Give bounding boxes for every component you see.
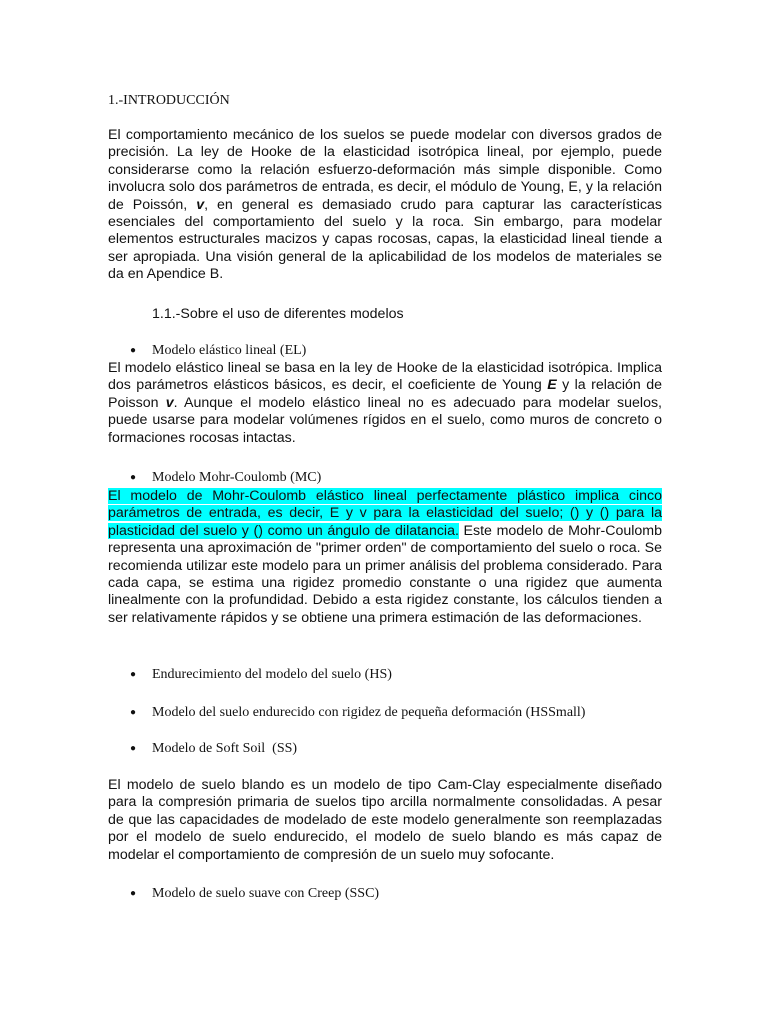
bullet-hs xyxy=(130,666,392,684)
bullet-hssmall-label: Modelo del suelo endurecido con rigidez de pequeña deformación (HSSmall) xyxy=(152,705,586,720)
bullet-dot-icon: ● xyxy=(130,669,137,680)
bullet-dot-icon: ● xyxy=(130,707,137,718)
bullet-dot-icon: ● xyxy=(130,743,137,754)
bullet-mc-label: Modelo Mohr-Coulomb (MC) xyxy=(152,470,322,485)
bullet-ssc xyxy=(130,885,379,903)
bullet-el-label: Modelo elástico lineal (EL) xyxy=(152,343,307,358)
intro-text-1: El comportamiento mecánico de los suelos se puede modelar con diversos grados de precisión. La ley de Hooke de la elasticidad isotrópica lineal, por ejemplo, puede considerarse como la relación esfuerzo-deformación más simple disponible. Como involucra solo dos parámetros de entrada, es decir, el módulo de Young, E, y la relación de Poissón, xyxy=(108,127,662,213)
bullet-dot-icon: ● xyxy=(130,472,137,483)
section-heading: 1.-INTRODUCCIÓN xyxy=(108,93,230,108)
bullet-hssmall xyxy=(130,704,585,722)
mc-paragraph xyxy=(108,488,662,627)
el-text-2: y la relación de Poisson xyxy=(108,377,662,411)
bullet-ss-label: Modelo de Soft Soil (SS) xyxy=(152,741,298,756)
el-e-symbol: E xyxy=(547,377,557,394)
bullet-dot-icon: ● xyxy=(130,888,137,899)
el-text-1: El modelo elástico lineal se basa en la ley de Hooke de la elasticidad isotrópica. Implica dos parámetros elásticos básicos, es decir, el coeficiente de Young xyxy=(108,360,662,394)
mc-highlighted-text: El modelo de Mohr-Coulomb elástico lineal perfectamente plástico implica cinco parámetros de entrada, es decir, E y v para la elasticidad del suelo; () y () para la plasticidad del suelo y () como un ángulo de dilatancia. xyxy=(108,488,662,539)
bullet-el xyxy=(130,342,306,360)
intro-paragraph xyxy=(108,127,662,284)
subsection-heading: 1.1.-Sobre el uso de diferentes modelos xyxy=(152,306,404,322)
intro-text-2: , en general es demasiado crudo para capturar las características esenciales del comportamiento del suelo y la roca. Sin embargo, para modelar elementos estructurales macizos y capas rocosas, capas, la elasticidad lineal tiende a ser apropiada. Una visión general de la aplicabilidad de los modelos de materiales se da en Apendice B. xyxy=(108,196,662,283)
el-text-3: . Aunque el modelo elástico lineal no es adecuado para modelar suelos, puede usarse para modelar volúmenes rígidos en el suelo, como muros de concreto o formaciones rocosas intactas. xyxy=(108,394,662,446)
intro-nu-symbol: v xyxy=(196,196,205,213)
bullet-ssc-label: Modelo de suelo suave con Creep (SSC) xyxy=(152,886,380,901)
bullet-hs-label: Endurecimiento del modelo del suelo (HS) xyxy=(152,667,392,682)
bullet-ss xyxy=(130,740,297,758)
el-nu-symbol: v xyxy=(165,394,174,411)
bullet-dot-icon: ● xyxy=(130,345,137,356)
bullet-mc xyxy=(130,469,321,487)
el-paragraph xyxy=(108,360,662,447)
ss-paragraph: El modelo de suelo blando es un modelo de tipo Cam-Clay especialmente diseñado para la compresión primaria de suelos tipo arcilla normalmente consolidadas. A pesar de que las capacidades de modelado de este modelo generalmente son reemplazadas por el modelo de suelo endurecido, el modelo de suelo blando es más capaz de modelar el comportamiento de compresión de un suelo muy sofocante. xyxy=(108,777,662,863)
mc-text: Este modelo de Mohr-Coulomb representa una aproximación de "primer orden" de comportamiento del suelo o roca. Se recomienda utilizar este modelo para un primer análisis del problema considerado. Para cada capa, se estima una rigidez promedio constante o una rigidez que aumenta linealmente con la profundidad. Debido a esta rigidez constante, los cálculos tienden a ser relativamente rápidos y se obtiene una primera estimación de las deformaciones. xyxy=(108,522,663,626)
